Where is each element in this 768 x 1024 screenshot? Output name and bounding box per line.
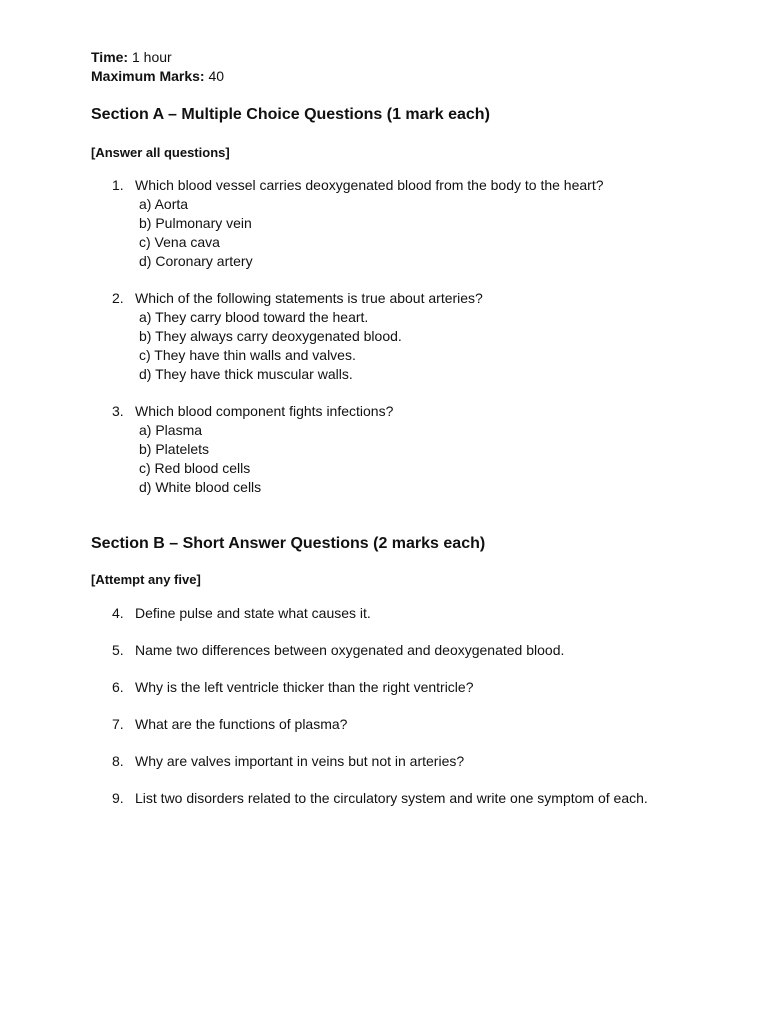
short-answer-question — [91, 641, 731, 660]
option-c: c) Red blood cells — [139, 460, 251, 476]
question-text: Why are valves important in veins but not in arteries? — [135, 753, 465, 769]
question-text: What are the functions of plasma? — [135, 716, 348, 732]
time-label: Time: — [91, 49, 129, 65]
option-d: d) White blood cells — [139, 479, 262, 495]
option-d: d) They have thick muscular walls. — [139, 366, 353, 382]
options-list — [139, 308, 731, 384]
time-line — [91, 48, 731, 67]
option-c: c) They have thin walls and valves. — [139, 347, 356, 363]
option-a: a) They carry blood toward the heart. — [139, 309, 369, 325]
option-c: c) Vena cava — [139, 234, 220, 250]
question-text: Define pulse and state what causes it. — [135, 605, 371, 621]
marks-label: Maximum Marks: — [91, 68, 205, 84]
short-answer-question — [91, 678, 731, 697]
time-value: 1 hour — [131, 49, 172, 65]
question-text: List two disorders related to the circulatory system and write one symptom of each. — [135, 790, 648, 806]
marks-line — [91, 67, 731, 86]
mcq-question — [91, 289, 731, 384]
question-number: 1. — [112, 177, 124, 193]
section-a-instruction: [Answer all questions] — [91, 145, 230, 160]
question-text: Which of the following statements is true about arteries? — [135, 290, 483, 306]
options-list — [139, 195, 731, 271]
question-number: 8. — [112, 753, 124, 769]
question-text: Which blood component fights infections? — [135, 403, 394, 419]
option-a: a) Plasma — [139, 422, 203, 438]
question-number: 3. — [112, 403, 124, 419]
question-number: 4. — [112, 605, 124, 621]
short-answer-question — [91, 604, 731, 623]
option-b: b) Platelets — [139, 441, 210, 457]
question-number: 9. — [112, 790, 124, 806]
section-a-title: Section A – Multiple Choice Questions (1 mark each) — [91, 106, 490, 123]
option-a: a) Aorta — [139, 196, 189, 212]
option-b: b) They always carry deoxygenated blood. — [139, 328, 402, 344]
mcq-question — [91, 176, 731, 271]
mcq-question — [91, 402, 731, 497]
short-answer-question — [91, 752, 731, 771]
question-number: 6. — [112, 679, 124, 695]
section-b-instruction: [Attempt any five] — [91, 572, 201, 587]
marks-value: 40 — [208, 68, 225, 84]
option-d: d) Coronary artery — [139, 253, 253, 269]
question-text: Which blood vessel carries deoxygenated blood from the body to the heart? — [135, 177, 604, 193]
options-list — [139, 421, 731, 497]
question-text: Why is the left ventricle thicker than the right ventricle? — [135, 679, 474, 695]
section-b-title: Section B – Short Answer Questions (2 marks each) — [91, 535, 486, 552]
short-answer-question — [91, 715, 731, 734]
short-answer-list — [91, 604, 731, 808]
question-number: 5. — [112, 642, 124, 658]
question-number: 2. — [112, 290, 124, 306]
mcq-list — [91, 176, 731, 497]
question-number: 7. — [112, 716, 124, 732]
short-answer-question — [91, 789, 731, 808]
exam-page — [91, 48, 731, 808]
option-b: b) Pulmonary vein — [139, 215, 252, 231]
question-text: Name two differences between oxygenated and deoxygenated blood. — [135, 642, 565, 658]
